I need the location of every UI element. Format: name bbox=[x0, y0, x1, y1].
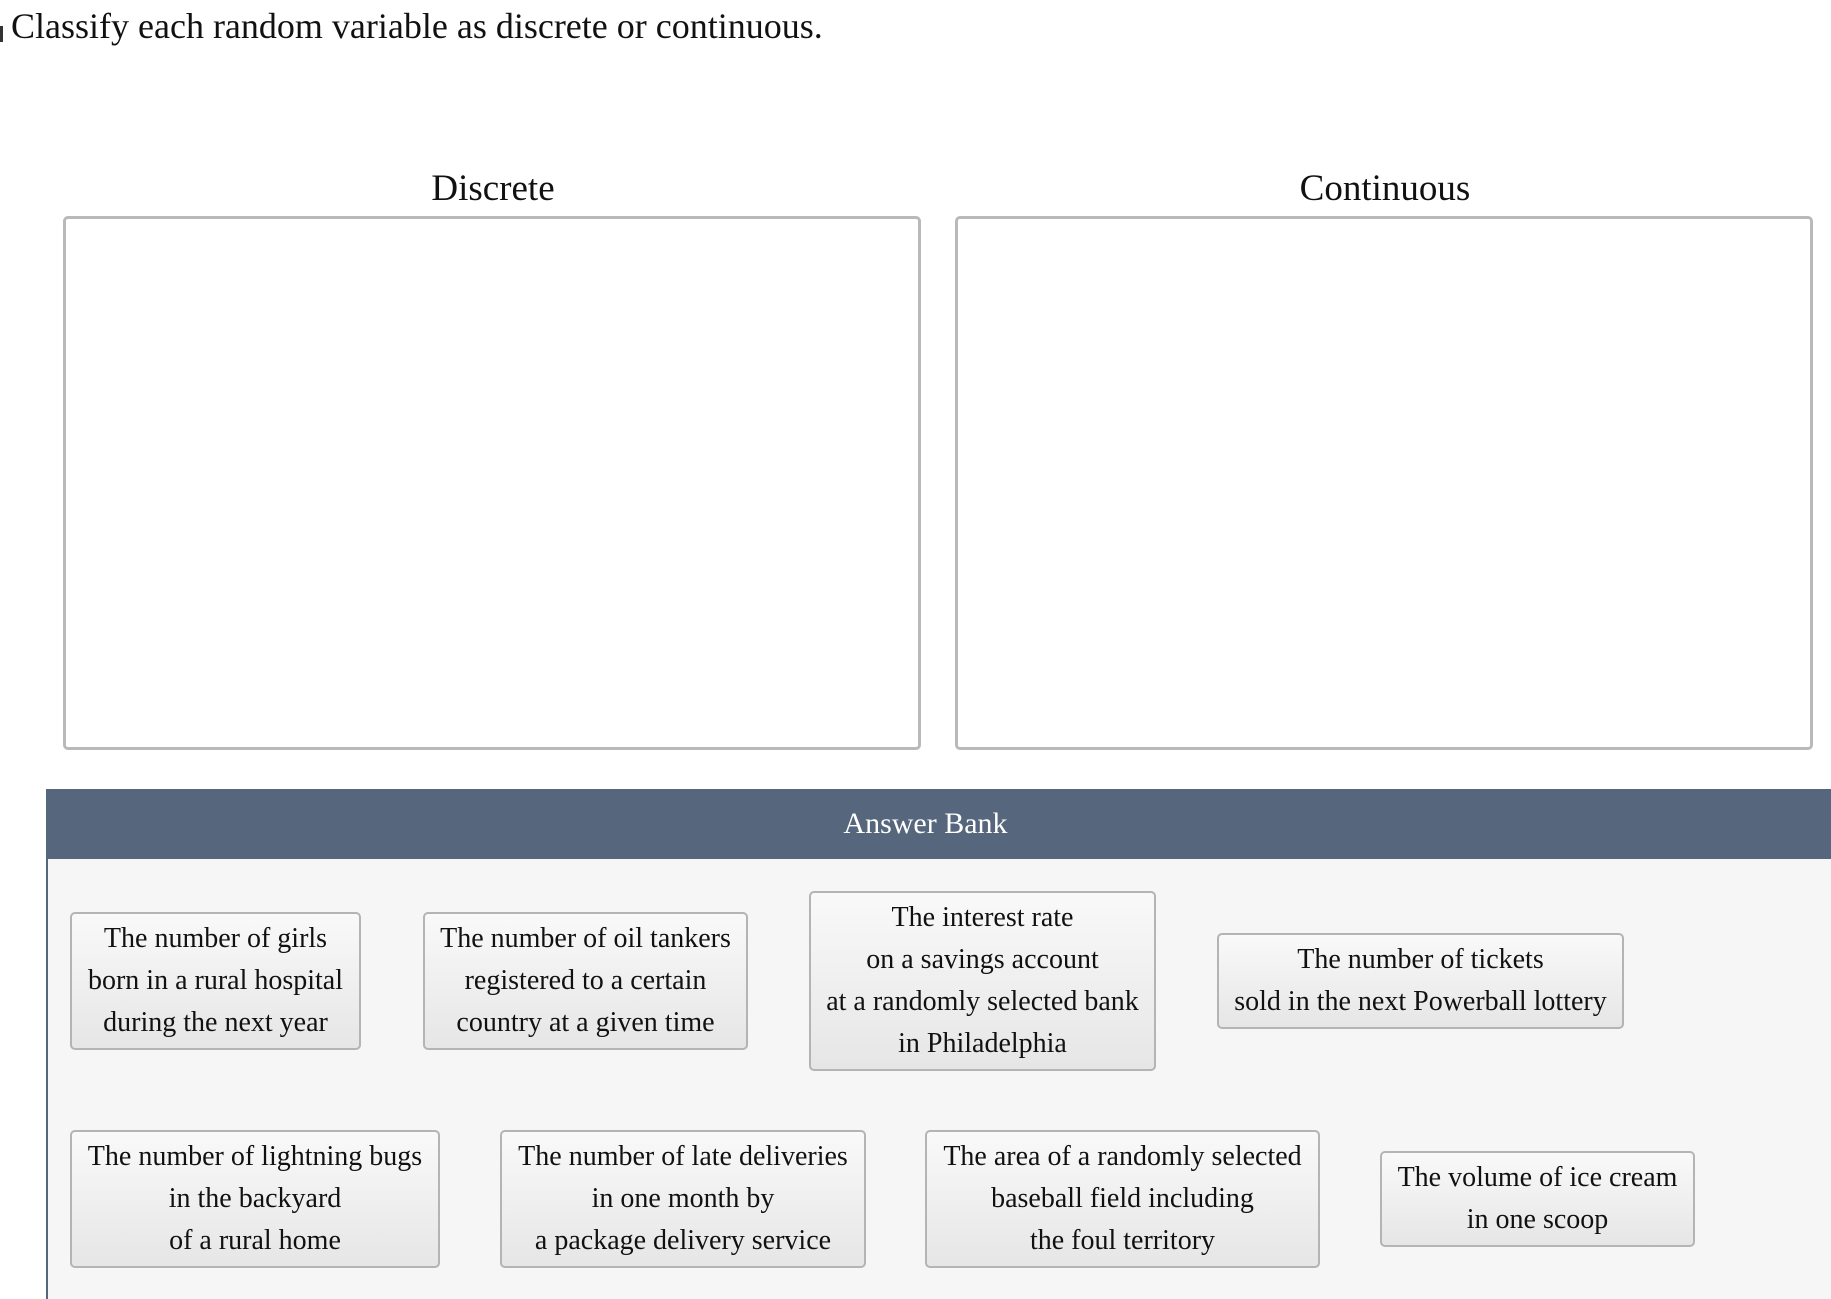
answer-chip-late-deliveries[interactable] bbox=[500, 1130, 866, 1268]
chip-line: the foul territory bbox=[1029, 1225, 1216, 1256]
chip-line: a package delivery service bbox=[534, 1225, 832, 1256]
chip-line: in one scoop bbox=[1466, 1204, 1609, 1235]
discrete-drop-zone[interactable] bbox=[63, 216, 921, 750]
chip-line: The number of lightning bugs bbox=[87, 1141, 423, 1172]
answer-bank-title: Answer Bank bbox=[48, 789, 1831, 859]
chip-line: in the backyard bbox=[168, 1183, 342, 1214]
continuous-drop-zone[interactable] bbox=[955, 216, 1813, 750]
answer-chip-baseball-field-area[interactable] bbox=[925, 1130, 1320, 1268]
chip-line: of a rural home bbox=[169, 1225, 341, 1256]
answer-chip-powerball-tickets[interactable] bbox=[1217, 933, 1624, 1029]
chip-line: The volume of ice cream bbox=[1397, 1162, 1678, 1193]
answer-chip-oil-tankers[interactable] bbox=[423, 912, 748, 1050]
question-prompt bbox=[0, 2, 823, 50]
chip-line: The number of late deliveries bbox=[518, 1141, 848, 1172]
answer-chip-lightning-bugs[interactable] bbox=[70, 1130, 440, 1268]
chip-line: born in a rural hospital bbox=[87, 965, 344, 996]
chip-line: The number of oil tankers bbox=[440, 923, 731, 954]
question-number-marker bbox=[0, 26, 3, 42]
chip-line: during the next year bbox=[103, 1007, 328, 1038]
chip-line: on a savings account bbox=[866, 944, 1099, 975]
answer-chip-ice-cream-volume[interactable] bbox=[1380, 1151, 1695, 1247]
chip-line: country at a given time bbox=[456, 1007, 715, 1038]
chip-line: The number of girls bbox=[103, 923, 328, 954]
chip-line: in one month by bbox=[591, 1183, 775, 1214]
question-text: Classify each random variable as discrete or continuous. bbox=[11, 6, 823, 46]
chip-line: The number of tickets bbox=[1297, 944, 1544, 975]
chip-line: The interest rate bbox=[891, 902, 1074, 933]
answer-chip-interest-rate[interactable] bbox=[809, 891, 1156, 1071]
chip-line: registered to a certain bbox=[464, 965, 707, 996]
chip-line: at a randomly selected bank bbox=[826, 986, 1139, 1017]
chip-line: sold in the next Powerball lottery bbox=[1234, 986, 1607, 1017]
continuous-bin-heading: Continuous bbox=[1299, 168, 1471, 209]
discrete-bin-heading: Discrete bbox=[431, 168, 555, 209]
chip-line: in Philadelphia bbox=[898, 1028, 1067, 1059]
chip-line: The area of a randomly selected bbox=[943, 1141, 1302, 1172]
answer-bank bbox=[46, 789, 1831, 1299]
chip-line: baseball field including bbox=[991, 1183, 1254, 1214]
answer-chip-girls-born[interactable] bbox=[70, 912, 361, 1050]
